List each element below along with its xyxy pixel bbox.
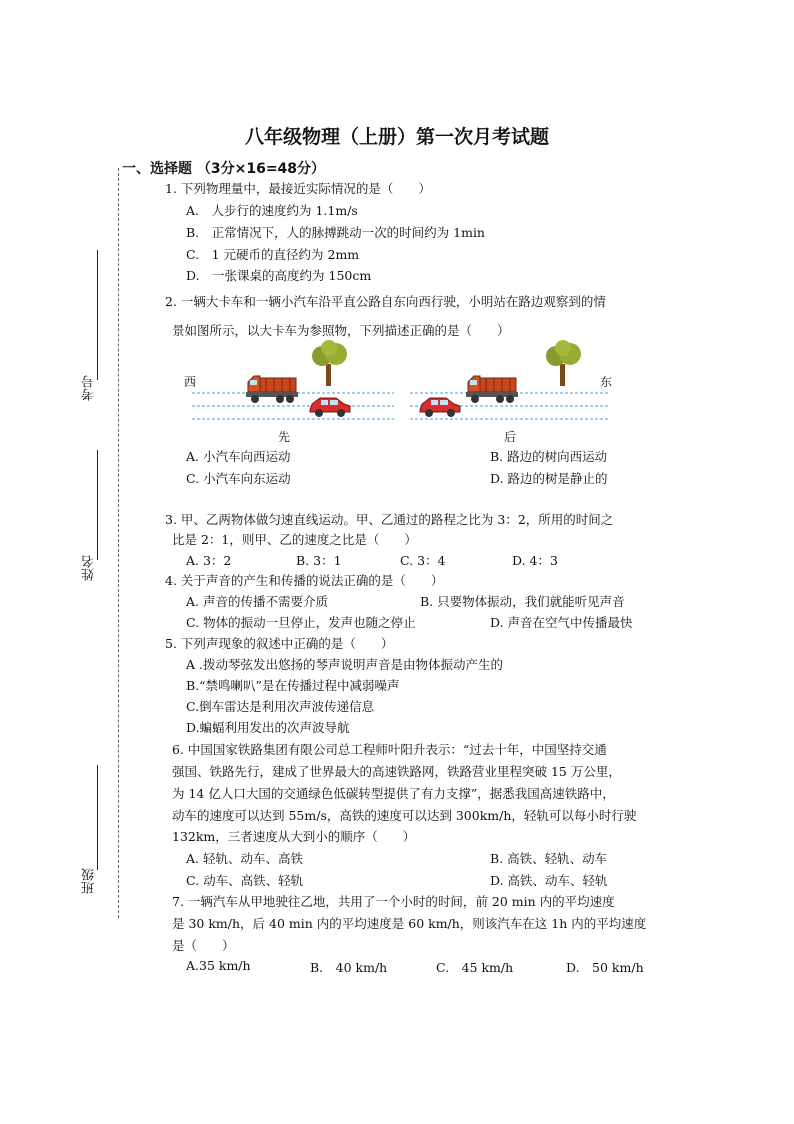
binding-dashed-line xyxy=(118,168,119,918)
section-heading: 一、选择题 （3分×16=48分） xyxy=(122,161,326,177)
q3-option-a[interactable]: A. 3：2 xyxy=(186,553,232,568)
q6-option-a[interactable]: A. 轻轨、动车、高铁 xyxy=(186,851,303,866)
exam-no-label: 考号 xyxy=(82,375,97,401)
q5-option-b[interactable]: B.“禁鸣喇叭”是在传播过程中减弱噪声 xyxy=(186,678,400,693)
fig-after-label: 后 xyxy=(504,430,517,444)
q3-option-d[interactable]: D. 4：3 xyxy=(512,553,558,568)
q6-option-d[interactable]: D. 高铁、动车、轻轨 xyxy=(490,873,608,888)
q7-stem-line1: 7. 一辆汽车从甲地驶往乙地，共用了一个小时的时间，前 20 min 内的平均速度 xyxy=(172,894,615,909)
truck-after xyxy=(466,376,518,403)
q4-option-d[interactable]: D. 声音在空气中传播最快 xyxy=(490,615,633,630)
q2-option-a[interactable]: A. 小汽车向西运动 xyxy=(186,449,291,464)
q6-stem-line1: 6. 中国国家铁路集团有限公司总工程师叶阳升表示：“过去十年，中国坚持交通 xyxy=(172,742,607,757)
q1-option-d[interactable]: D. 一张课桌的高度约为 150cm xyxy=(186,268,372,283)
q7-stem-line3: 是（ ） xyxy=(172,938,235,953)
q7-option-a[interactable]: A.35 km/h xyxy=(186,958,251,973)
q3-option-c[interactable]: C. 3：4 xyxy=(400,553,446,568)
q2-stem-line2: 景如图所示，以大卡车为参照物，下列描述正确的是（ ） xyxy=(172,323,510,338)
tree-before xyxy=(312,340,347,386)
q1-stem: 1. 下列物理量中，最接近实际情况的是（ ） xyxy=(165,181,431,196)
q6-option-c[interactable]: C. 动车、高铁、轻轨 xyxy=(186,873,304,888)
fig-east-label: 东 xyxy=(600,375,613,389)
q2-option-b[interactable]: B. 路边的树向西运动 xyxy=(490,449,608,464)
q6-stem-line4: 动车的速度可以达到 55m/s，高铁的速度可以达到 300km/h，轻轨可以每小时行驶 xyxy=(172,808,637,823)
q2-option-d[interactable]: D. 路边的树是静止的 xyxy=(490,471,608,486)
name-fill-line[interactable] xyxy=(97,450,98,560)
q4-option-a[interactable]: A. 声音的传播不需要介质 xyxy=(186,594,328,609)
exam-no-fill-line[interactable] xyxy=(97,250,98,380)
q7-stem-line2: 是 30 km/h，后 40 min 内的平均速度是 60 km/h，则该汽车在这 1h 内的平均速度 xyxy=(172,916,647,931)
fig-west-label: 西 xyxy=(184,375,197,389)
q1-option-a[interactable]: A. 人步行的速度约为 1.1m/s xyxy=(186,203,358,218)
car-after xyxy=(420,398,460,417)
tree-after xyxy=(546,340,581,386)
truck-before xyxy=(246,376,298,403)
q4-option-b[interactable]: B. 只要物体振动，我们就能听见声音 xyxy=(420,594,625,609)
q5-stem: 5. 下列声现象的叙述中正确的是（ ） xyxy=(165,636,394,651)
q6-stem-line5: 132km，三者速度从大到小的顺序（ ） xyxy=(172,829,416,844)
name-label: 姓名 xyxy=(82,555,97,581)
car-before xyxy=(310,398,350,417)
q5-option-c[interactable]: C.倒车雷达是利用次声波传递信息 xyxy=(186,699,375,714)
class-fill-line[interactable] xyxy=(97,765,98,870)
q4-option-c[interactable]: C. 物体的振动一旦停止，发声也随之停止 xyxy=(186,615,416,630)
fig-before-label: 先 xyxy=(278,430,291,444)
q3-option-b[interactable]: B. 3：1 xyxy=(296,553,342,568)
q5-option-d[interactable]: D.蝙蝠利用发出的次声波导航 xyxy=(186,720,350,735)
q2-figure xyxy=(180,340,620,450)
q7-option-d[interactable]: D. 50 km/h xyxy=(566,960,644,975)
q6-stem-line3: 为 14 亿人口大国的交通绿色低碳转型提供了有力支撑”，据悉我国高速铁路中， xyxy=(172,786,615,801)
page-title: 八年级物理（上册）第一次月考试题 xyxy=(244,126,549,148)
q5-option-a[interactable]: A .拨动琴弦发出悠扬的琴声说明声音是由物体振动产生的 xyxy=(186,657,503,672)
q6-stem-line2: 强国、铁路先行，建成了世界最大的高速铁路网，铁路营业里程突破 15 万公里， xyxy=(172,764,621,779)
class-label: 班级 xyxy=(82,868,97,894)
q1-option-b[interactable]: B. 正常情况下，人的脉搏跳动一次的时间约为 1min xyxy=(186,225,485,240)
q2-stem-line1: 2. 一辆大卡车和一辆小汽车沿平直公路自东向西行驶，小明站在路边观察到的情 xyxy=(165,294,606,309)
q2-option-c[interactable]: C. 小汽车向东运动 xyxy=(186,471,291,486)
q6-option-b[interactable]: B. 高铁、轻轨、动车 xyxy=(490,851,608,866)
q7-option-b[interactable]: B. 40 km/h xyxy=(310,960,388,975)
q4-stem: 4. 关于声音的产生和传播的说法正确的是（ ） xyxy=(165,573,444,588)
q3-stem-line1: 3. 甲、乙两物体做匀速直线运动。甲、乙通过的路程之比为 3：2，所用的时间之 xyxy=(165,512,614,527)
q7-option-c[interactable]: C. 45 km/h xyxy=(436,960,514,975)
q3-stem-line2: 比是 2：1，则甲、乙的速度之比是（ ） xyxy=(172,532,417,547)
q1-option-c[interactable]: C. 1 元硬币的直径约为 2mm xyxy=(186,247,360,262)
